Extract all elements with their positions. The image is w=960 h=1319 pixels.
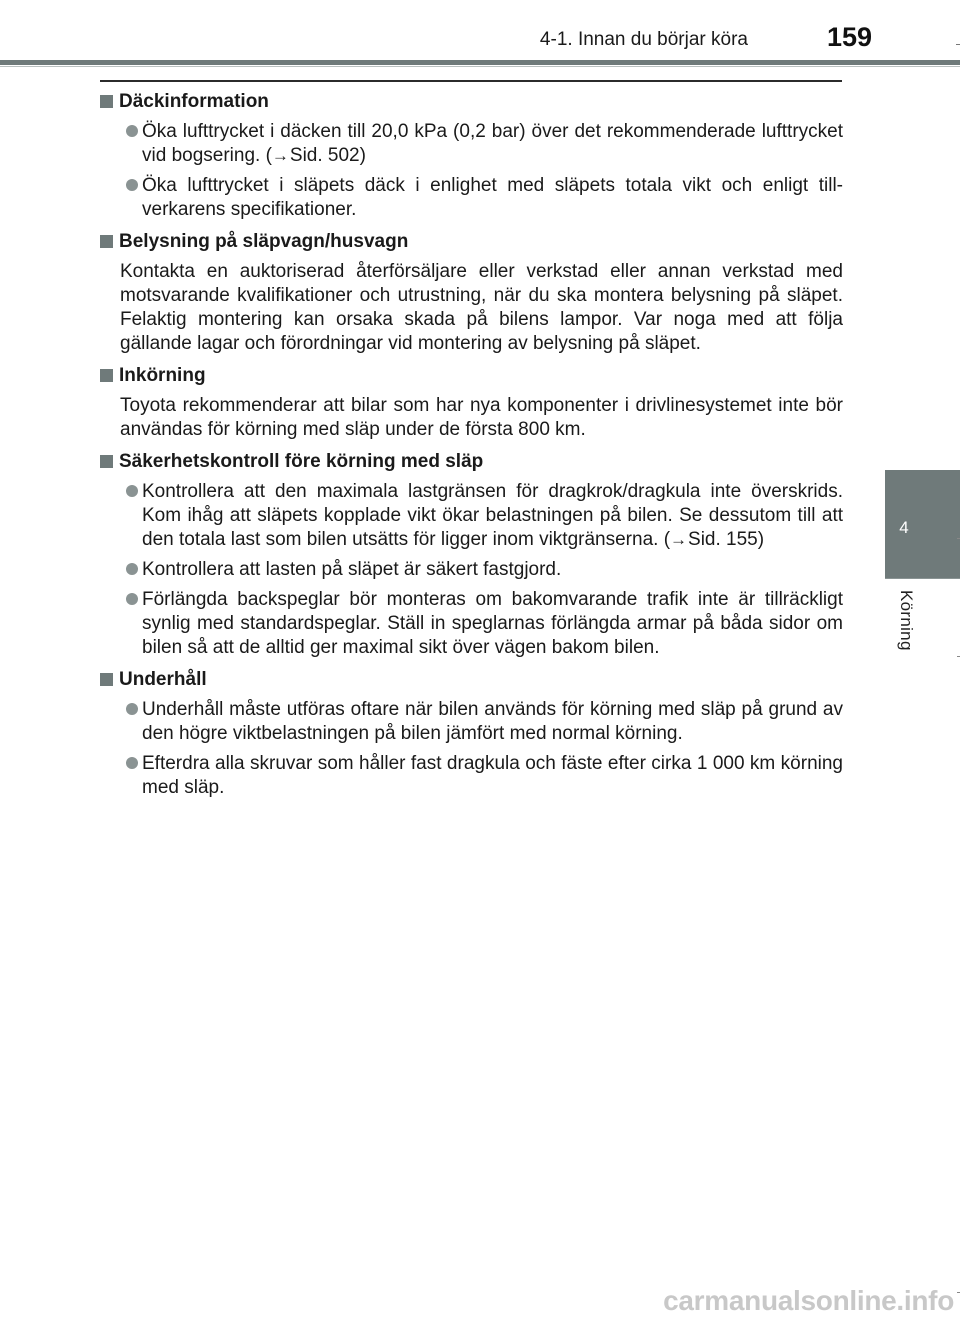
page-reference: Sid. 502 <box>289 145 360 166</box>
crop-mark <box>956 44 960 45</box>
square-bullet-icon <box>100 235 113 248</box>
list-item-text <box>142 558 843 582</box>
section-heading-text: Inkörning <box>119 365 206 386</box>
section-heading-text: Säkerhetskontroll före körning med släp <box>119 451 484 472</box>
list-item-text <box>142 174 843 222</box>
list-item-text <box>142 698 843 746</box>
arrow-right-icon: → <box>670 530 688 549</box>
round-bullet-icon <box>126 485 138 497</box>
page-content <box>100 90 843 800</box>
section-heading <box>100 230 843 254</box>
page-header <box>0 0 960 62</box>
header-bar <box>0 60 960 65</box>
page-reference: Sid. 155 <box>688 529 758 550</box>
list-item-text <box>142 588 843 660</box>
section-heading <box>100 668 843 692</box>
section-heading <box>100 364 843 388</box>
square-bullet-icon <box>100 95 113 108</box>
arrow-right-icon: → <box>271 146 289 165</box>
round-bullet-icon <box>126 593 138 605</box>
chapter-tab <box>885 470 960 578</box>
list-item <box>100 174 843 222</box>
list-item-body: Öka lufttrycket i släpets däck i enlighet med släpets totala vikt och enligt tillverkarens specifikationer. <box>142 175 843 220</box>
reference-close: ) <box>757 529 765 550</box>
chapter-tab-rule <box>885 578 960 579</box>
section-title: 4-1. Innan du börjar köra <box>539 29 748 50</box>
round-bullet-icon <box>126 757 138 769</box>
reference-close: ) <box>359 145 366 166</box>
list-item-body: Förlängda backspeglar bör monteras om bakomvarande trafik inte är tillräckligt synlig med standardspeglar. Ställ in speglarnas förlängda armar på båda sidor om bilen så att de alltid ger maximal sikt över vägen bakom bilen. <box>142 589 843 658</box>
list-item-text <box>142 480 843 552</box>
header-underline <box>0 66 960 67</box>
list-item <box>100 120 843 168</box>
list-item <box>100 752 843 800</box>
section-heading-text: Belysning på släpvagn/husvagn <box>119 231 409 252</box>
list-item <box>100 588 843 660</box>
section-heading <box>100 450 843 474</box>
round-bullet-icon <box>126 179 138 191</box>
section-heading <box>100 90 843 114</box>
section-paragraph: Toyota rekommenderar att bilar som har nya komponenter i drivlinesystemet inte bör användas för körning med släp under de första 800 km. <box>120 395 843 440</box>
list-item-text <box>142 752 843 800</box>
list-item-body: Efterdra alla skruvar som håller fast dragkula och fäste efter cirka 1 000 km körning med släp. <box>142 753 843 798</box>
list-item-body: Underhåll måste utföras oftare när bilen används för körning med släp på grund av den högre viktbelastningen på bilen jämfört med normal körning. <box>142 699 843 744</box>
section-heading-text: Underhåll <box>119 669 207 690</box>
square-bullet-icon <box>100 673 113 686</box>
chapter-number: 4 <box>899 518 909 537</box>
round-bullet-icon <box>126 125 138 137</box>
watermark: carmanualsonline.info <box>663 1285 954 1316</box>
list-item <box>100 480 843 552</box>
list-item-body: Öka lufttrycket i däcken till 20,0 kPa (0,2 bar) över det rekommenderade lufttrycket vid bogsering. ( <box>142 121 843 166</box>
round-bullet-icon <box>126 703 138 715</box>
list-item-body: Kontrollera att den maximala lastgränsen för dragkrok/dragkula inte överskrids. Kom ihåg att släpets kopplade vikt ökar belastningen på bilen. Se dessutom till att den totala last som bilen utsätts för ligger inom viktgränserna. ( <box>142 481 843 550</box>
square-bullet-icon <box>100 369 113 382</box>
section-paragraph: Kontakta en auktoriserad återförsäljare eller verkstad eller annan verkstad med motsvarande kvalifikationer och utrustning, när du ska montera belysning på släpet. Felaktig montering kan orsaka skada på bilens lampor. Var noga med att följa gällande lagar och förordningar vid montering av belysning på släpet. <box>120 261 843 354</box>
chapter-title: Körning <box>897 590 916 651</box>
square-bullet-icon <box>100 455 113 468</box>
list-item <box>100 558 843 582</box>
list-item-body: Kontrollera att lasten på släpet är säkert fastgjord. <box>142 559 562 580</box>
list-item-text <box>142 120 843 168</box>
round-bullet-icon <box>126 563 138 575</box>
content-top-rule <box>100 80 842 82</box>
list-item <box>100 698 843 746</box>
page-number: 159 <box>826 22 872 52</box>
section-heading-text: Däckinformation <box>119 91 269 112</box>
